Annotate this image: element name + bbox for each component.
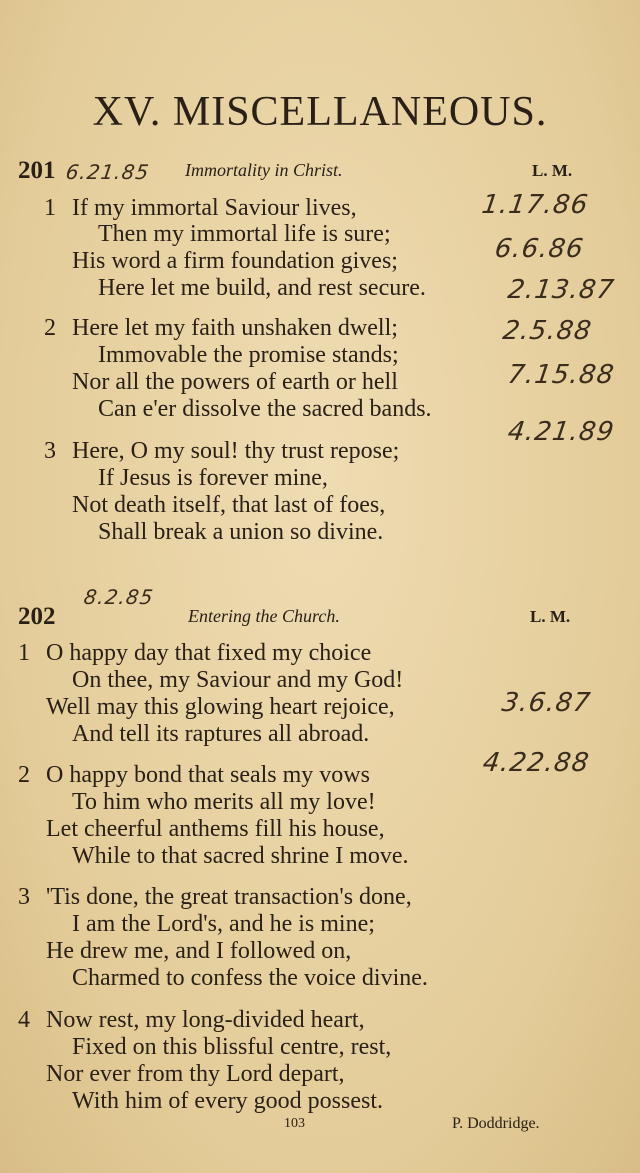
verse-line: I am the Lord's, and he is mine;: [72, 911, 375, 937]
verse-number: 1: [44, 195, 56, 221]
handwritten-date: 4.21.89: [505, 417, 617, 447]
section-title: XV. MISCELLANEOUS.: [92, 89, 548, 135]
verse-line: If my immortal Saviour lives,: [72, 195, 357, 221]
verse-line: His word a firm foundation gives;: [72, 248, 398, 274]
verse-number: 2: [18, 762, 30, 788]
handwritten-date: 1.17.86: [479, 190, 591, 220]
hymn-number: 202: [18, 603, 56, 630]
handwritten-date: 2.13.87: [505, 275, 617, 305]
verse-line: If Jesus is forever mine,: [98, 465, 328, 491]
handwritten-date: 6.6.86: [492, 234, 586, 264]
verse-line: Let cheerful anthems fill his house,: [46, 816, 385, 842]
verse-line: Now rest, my long-divided heart,: [46, 1007, 365, 1033]
handwritten-date: 8.2.85: [82, 585, 156, 609]
verse-number: 4: [18, 1007, 30, 1033]
handwritten-date: 6.21.85: [64, 160, 152, 184]
hymn-number: 201: [18, 157, 56, 184]
verse-line: And tell its raptures all abroad.: [72, 721, 370, 747]
verse-line: Here let me build, and rest secure.: [98, 275, 426, 301]
verse-line: O happy day that fixed my choice: [46, 640, 372, 666]
hymn-author: P. Doddridge.: [452, 1115, 540, 1132]
verse-line: Not death itself, that last of foes,: [72, 492, 386, 518]
verse-number: 2: [44, 315, 56, 341]
hymn-title: Entering the Church.: [188, 606, 340, 626]
verse-line: Nor ever from thy Lord depart,: [46, 1061, 345, 1087]
verse-line: Fixed on this blissful centre, rest,: [72, 1034, 392, 1060]
verse-line: He drew me, and I followed on,: [46, 938, 352, 964]
verse-line: Well may this glowing heart rejoice,: [46, 694, 395, 720]
verse-number: 3: [18, 884, 30, 910]
handwritten-date: 4.22.88: [480, 748, 592, 778]
verse-line: Shall break a union so divine.: [98, 519, 384, 545]
verse-number: 1: [18, 640, 30, 666]
hymn-title: Immortality in Christ.: [185, 160, 343, 180]
page-number: 103: [284, 1116, 305, 1131]
hymn-meter: L. M.: [530, 607, 571, 626]
verse-line: While to that sacred shrine I move.: [72, 843, 409, 869]
verse-line: To him who merits all my love!: [72, 789, 376, 815]
verse-line: Nor all the powers of earth or hell: [72, 369, 398, 395]
verse-number: 3: [44, 438, 56, 464]
verse-line: Can e'er dissolve the sacred bands.: [98, 396, 432, 422]
verse-line: Here let my faith unshaken dwell;: [72, 315, 398, 341]
verse-line: Then my immortal life is sure;: [98, 221, 391, 247]
handwritten-date: 3.6.87: [499, 688, 593, 718]
verse-line: 'Tis done, the great transaction's done,: [46, 884, 412, 910]
verse-line: Immovable the promise stands;: [98, 342, 399, 368]
handwritten-date: 2.5.88: [500, 316, 594, 346]
verse-line: With him of every good possest.: [72, 1088, 383, 1114]
verse-line: Here, O my soul! thy trust repose;: [72, 438, 400, 464]
handwritten-date: 7.15.88: [505, 360, 617, 390]
verse-line: O happy bond that seals my vows: [46, 762, 370, 788]
verse-line: Charmed to confess the voice divine.: [72, 965, 428, 991]
verse-line: On thee, my Saviour and my God!: [72, 667, 404, 693]
hymn-meter: L. M.: [532, 161, 573, 180]
